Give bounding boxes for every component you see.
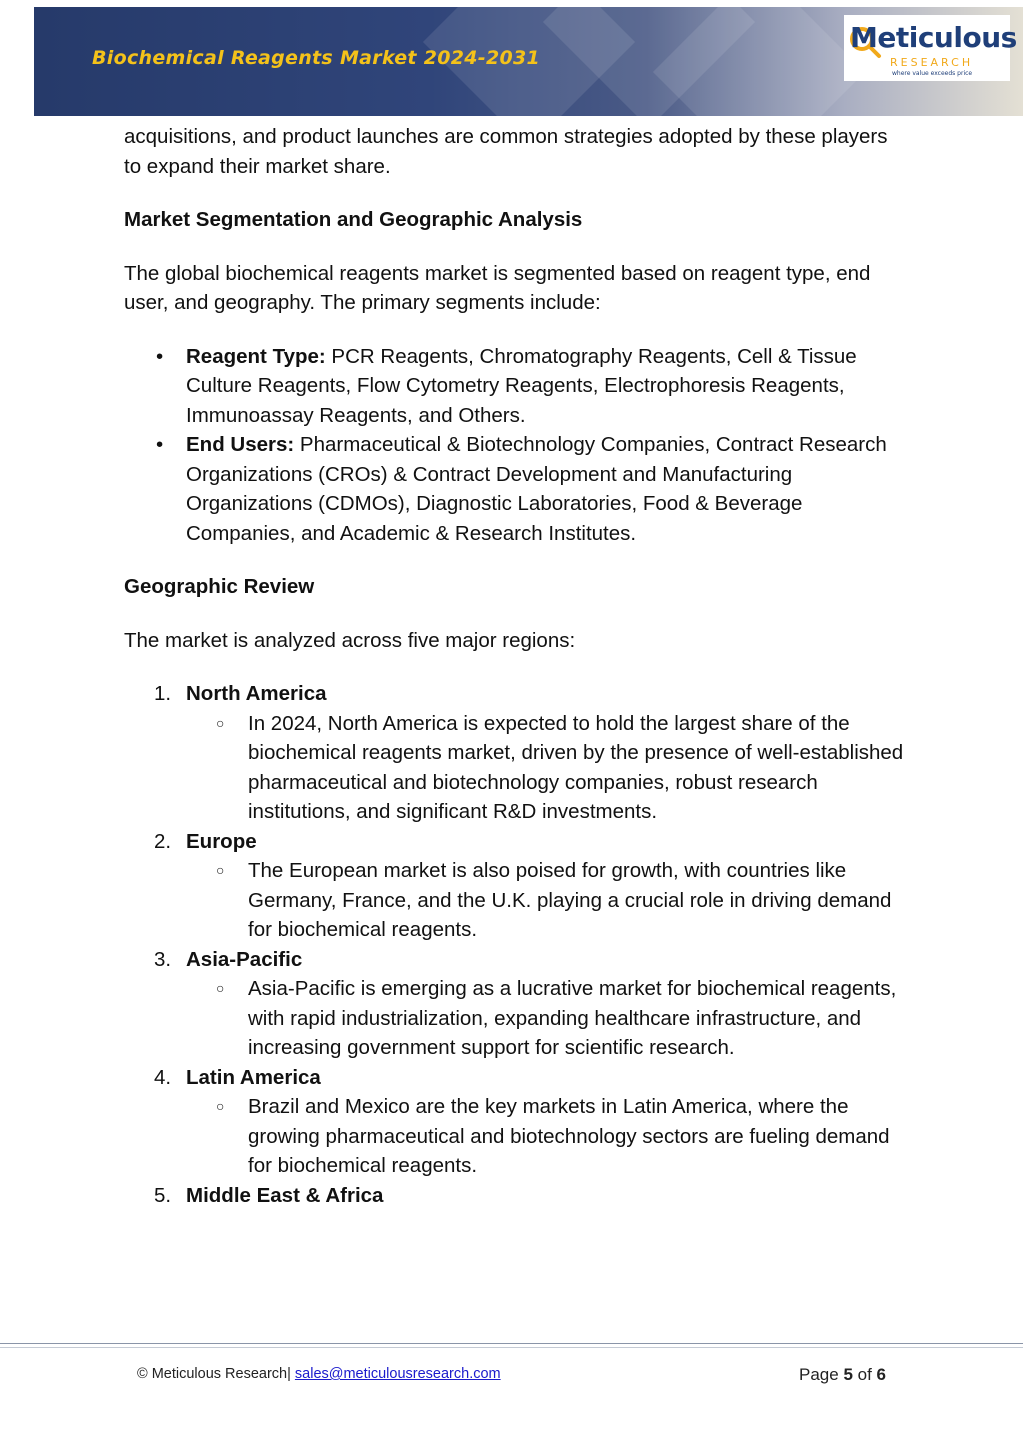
region-detail-text: Asia-Pacific is emerging as a lucrative market for biochemical reagents, with rapid industrialization, expanding healthcare infrastructure, and increasing government support for scientific research. [248,977,897,1059]
list-item [186,430,904,548]
page-header [34,7,1023,116]
report-title: Biochemical Reagents Market 2024-2031 [92,47,541,69]
region-detail-text: The European market is also poised for growth, with countries like Germany, France, and the U.K. playing a crucial role in driving demand for biochemical reagents. [248,859,892,941]
page-mid: of [852,1365,877,1384]
footer-divider [0,1347,1023,1348]
region-name: Latin America [186,1065,321,1089]
region-number: 5. [154,1183,172,1207]
page-total: 6 [876,1365,886,1384]
region-list [124,679,904,1210]
page-prefix: Page [799,1365,844,1384]
bullet-text: Pharmaceutical & Biotechnology Companies, Contract Research Organizations (CROs) & Contract Development and Manufacturing Organizations (CDMOs), Diagnostic Laboratories, Food & Beverage Companies, and Academic & Research Institutes. [186,433,887,545]
region-name: Europe [186,829,257,853]
circle-bullet-icon: ○ [216,714,225,731]
region-detail [186,709,904,827]
region-item [154,945,904,1063]
logo-sub: RESEARCH [890,56,974,69]
region-name: North America [186,682,327,705]
region-detail [186,974,904,1063]
circle-bullet-icon: ○ [216,980,225,996]
page-number [799,1365,886,1385]
region-number: 1. [154,682,172,705]
page-current: 5 [843,1365,853,1384]
region-name: Middle East & Africa [186,1183,384,1207]
circle-bullet-icon: ○ [216,1098,225,1114]
intro-paragraph: acquisitions, and product launches are common strategies adopted by these players to expand their market share. [124,125,888,178]
region-number: 2. [154,829,172,853]
region-item [154,679,904,827]
segment-list [124,342,904,549]
region-item [154,1181,904,1211]
email-link[interactable]: sales@meticulousresearch.com [294,1366,501,1382]
region-detail [186,1092,904,1181]
region-number: 4. [154,1065,172,1089]
meticulous-research-logo [844,15,1017,81]
logo-name: Meticulous [850,21,1017,54]
list-item [186,342,904,431]
region-number: 3. [154,947,172,971]
bullet-text: PCR Reagents, Chromatography Reagents, Cell & Tissue Culture Reagents, Flow Cytometry Reagents, Electrophoresis Reagents, Immunoassay Reagents, and Others. [186,344,857,427]
circle-bullet-icon: ○ [216,862,225,878]
document-body [124,122,904,1210]
section-heading: Market Segmentation and Geographic Analysis [124,208,583,231]
section-heading: Geographic Review [124,575,315,598]
region-item [154,1063,904,1181]
region-detail-text: Brazil and Mexico are the key markets in Latin America, where the growing pharmaceutical and biotechnology sectors are fueling demand for biochemical reagents. [248,1095,890,1177]
footer-divider [0,1343,1023,1344]
region-name: Asia-Pacific [186,947,303,971]
bullet-label: Reagent Type: [186,344,326,368]
logo-tagline: where value exceeds price [892,70,973,77]
footer-copyright [137,1366,501,1382]
bullet-label: End Users: [186,433,295,456]
paragraph: The global biochemical reagents market is segmented based on reagent type, end user, and geography. The primary segments include: [124,261,871,314]
region-item [154,827,904,945]
region-detail-text: In 2024, North America is expected to hold the largest share of the biochemical reagents market, driven by the presence of well-established pharmaceutical and biotechnology companies, robust research institutions, and significant R&D investments. [248,711,904,823]
copyright-text: © Meticulous Research| [137,1366,291,1382]
region-detail [186,856,904,945]
paragraph: The market is analyzed across five major regions: [124,628,576,652]
